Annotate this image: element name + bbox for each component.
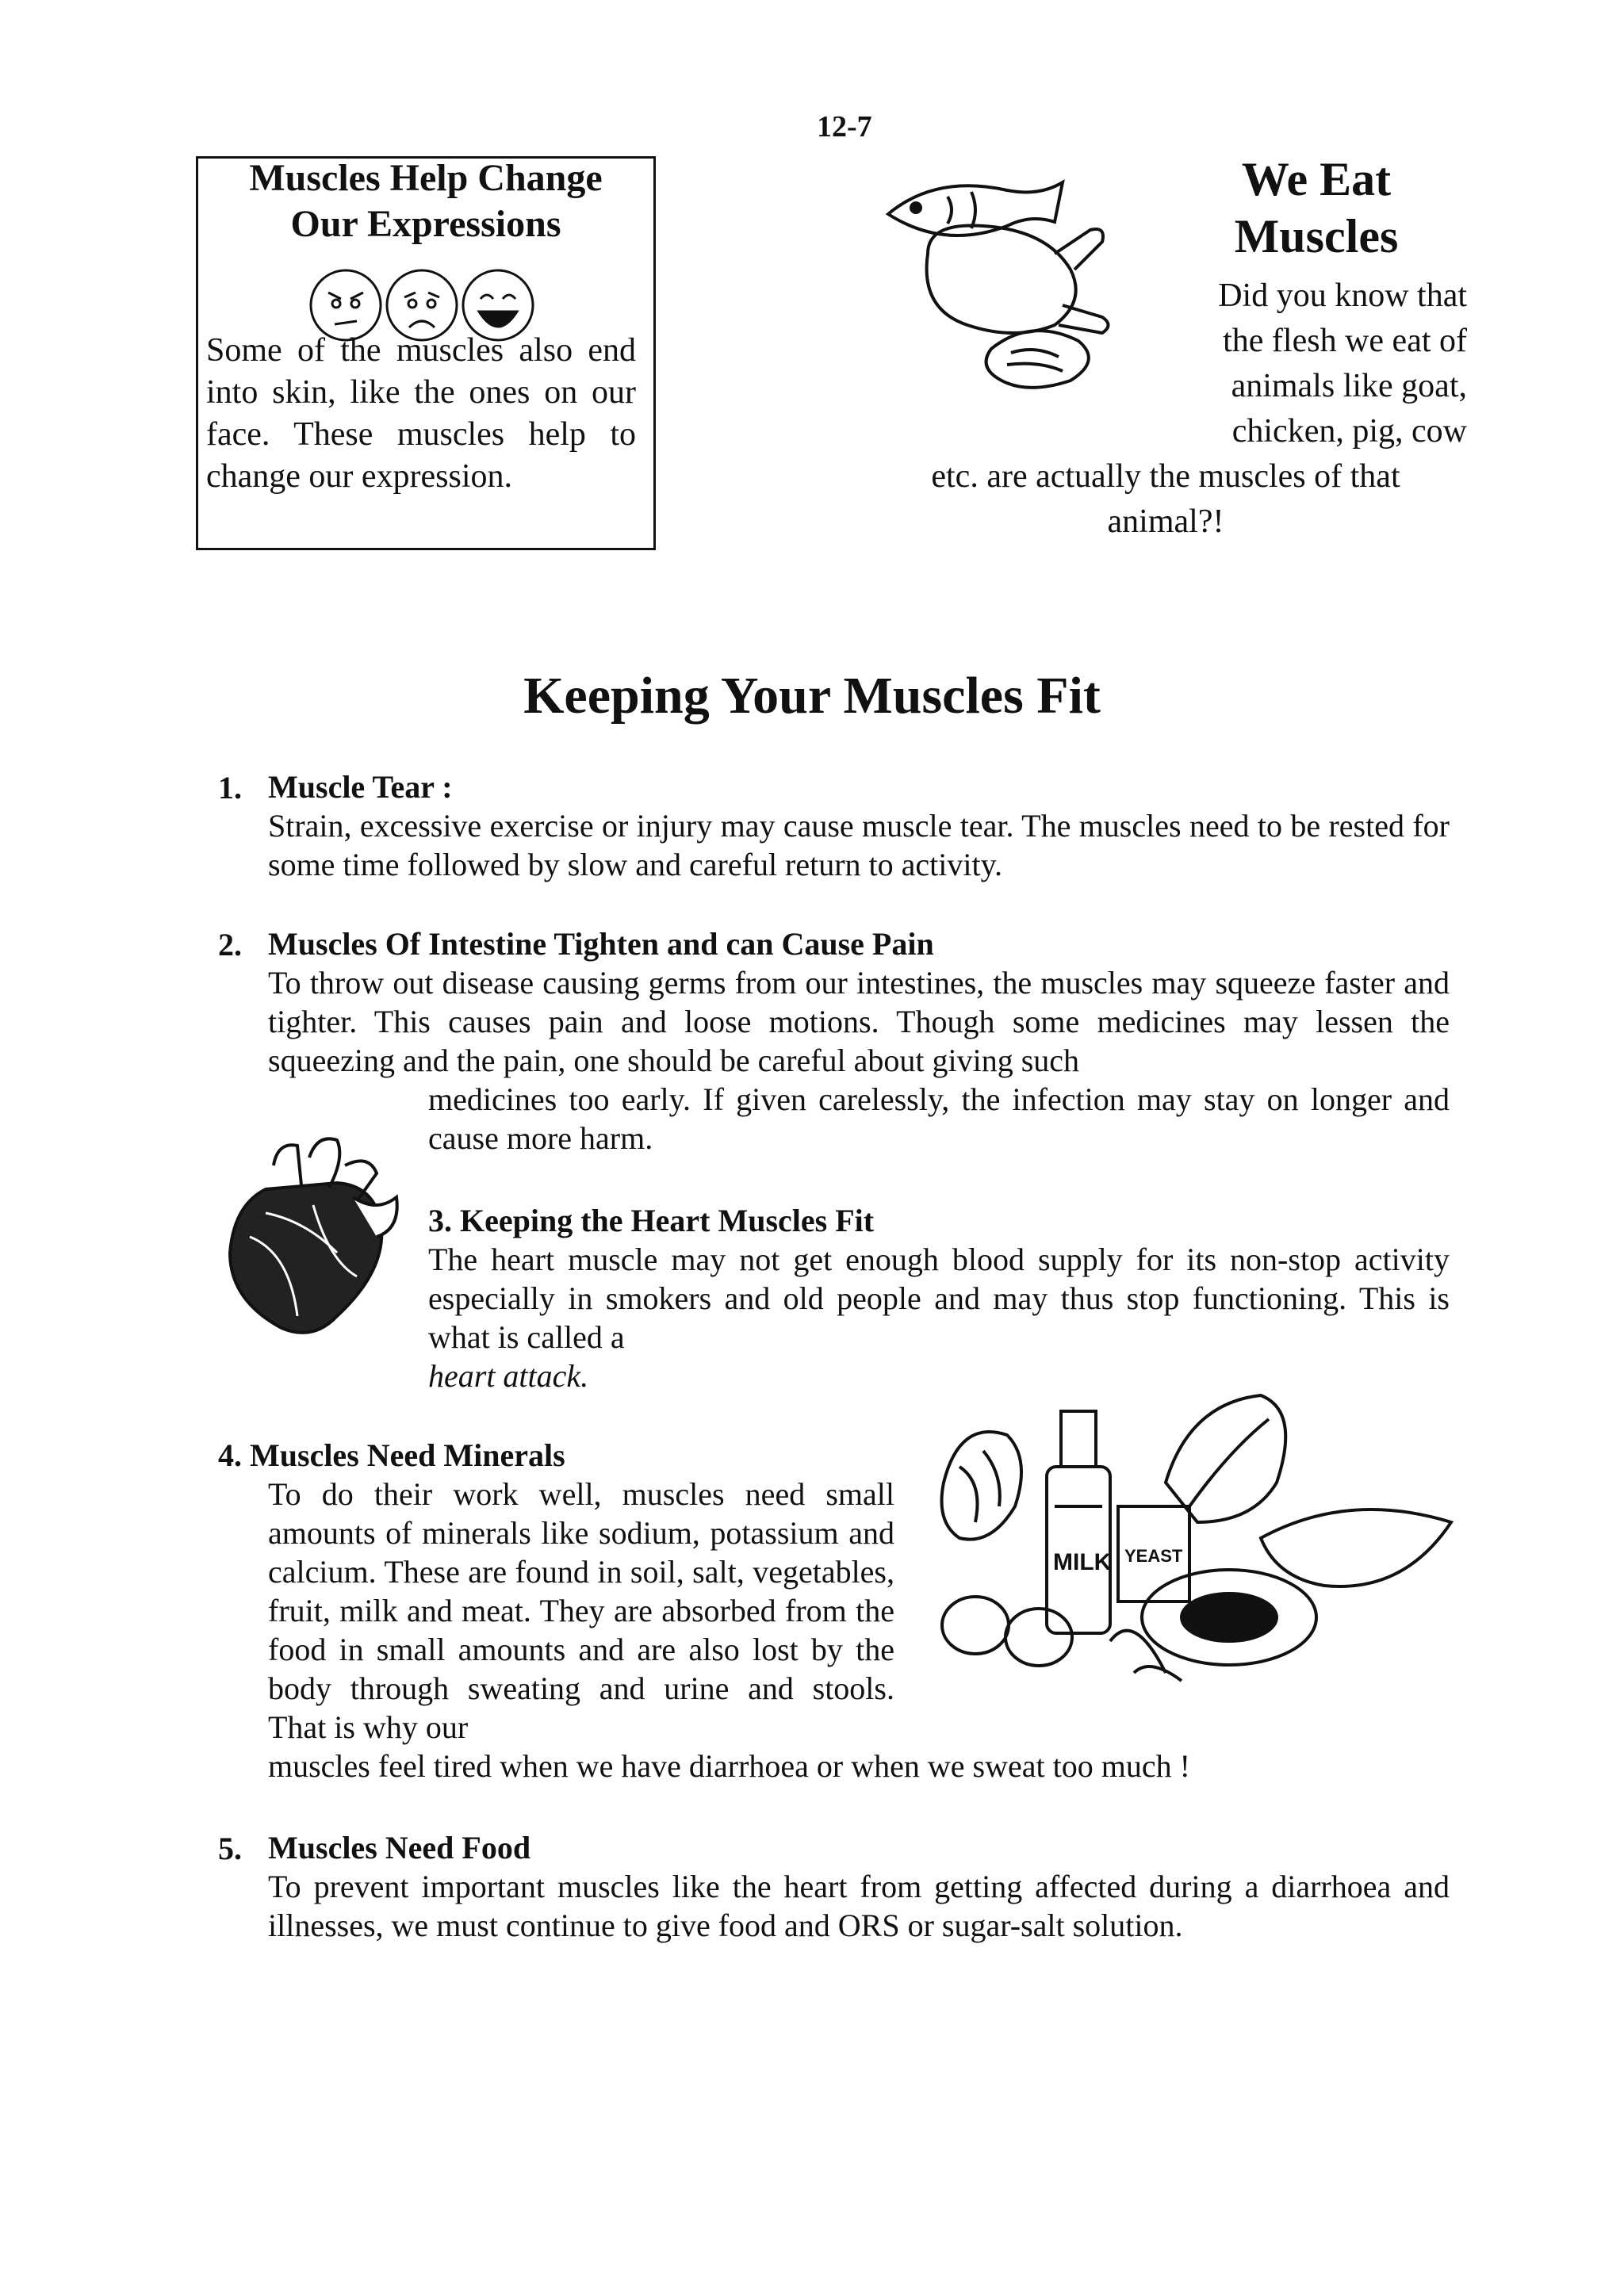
eggs-icon	[942, 1597, 1009, 1654]
item-text: To throw out disease causing germs from our intestines, the muscles may squeeze faster and tighter. This causes pain and loose motions. Though some medicines may lessen the squeezing and the pain, one should be careful about giving such	[268, 965, 1450, 1078]
eat-title-line1: We Eat	[1241, 153, 1392, 205]
eat-line: chicken, pig, cow	[1231, 413, 1467, 450]
item-food	[268, 1828, 1450, 1945]
item-number: 1.	[218, 770, 242, 806]
main-title: Keeping Your Muscles Fit	[523, 667, 1101, 725]
watermelon-icon	[1261, 1510, 1451, 1586]
expressions-title-line1: Muscles Help Change	[249, 157, 603, 199]
heart-illustration	[218, 1134, 400, 1340]
item-number: 2.	[218, 927, 242, 962]
item-intestine-continued: medicines too early. If given carelessly, the infection may stay on longer and cause more harm.	[428, 1081, 1450, 1156]
item-text: Strain, excessive exercise or injury may cause muscle tear. The muscles need to be rested for some time followed by slow and careful return to activity.	[268, 808, 1450, 882]
eat-muscles-title	[1166, 151, 1467, 265]
eat-line: animal?!	[1107, 503, 1224, 540]
eat-line: Did you know that	[1218, 277, 1467, 314]
item-minerals-continued: muscles feel tired when we have diarrhoea or when we sweat too much !	[268, 1748, 1190, 1784]
eat-line: animals like goat,	[1231, 368, 1467, 404]
item-minerals-text: To do their work well, muscles need small amounts of minerals like sodium, potassium and calcium. These are found in soil, salt, vegetables, fruit, milk and meat. They are absorbed from the food in small amounts and are also lost by the body through sweating and urine and stools. That is why our	[268, 1476, 894, 1745]
milk-label: MILK	[1053, 1549, 1112, 1575]
yeast-label: YEAST	[1124, 1546, 1183, 1566]
expressions-body: Some of the muscles also end into skin, like the ones on our face. These muscles help to change our expression.	[206, 332, 636, 495]
eat-line: the flesh we eat of	[1223, 323, 1467, 359]
item-intestine	[268, 924, 1450, 1080]
item-heading: Muscles Need Food	[268, 1830, 531, 1866]
item-text: To prevent important muscles like the heart from getting affected during a diarrhoea and illnesses, we must continue to give food and ORS or sugar-salt solution.	[268, 1869, 1450, 1943]
expressions-title-line2: Our Expressions	[290, 203, 561, 245]
minerals-food-illustration	[928, 1387, 1459, 1689]
eat-muscles-body	[864, 274, 1467, 545]
page-number: 12-7	[817, 110, 872, 144]
expressions-title	[198, 155, 653, 247]
item-number: 5.	[218, 1831, 242, 1866]
item-heart	[428, 1201, 1450, 1395]
item-heading: 3. Keeping the Heart Muscles Fit	[428, 1203, 875, 1238]
item-text: The heart muscle may not get enough blood supply for its non-stop activity especially in smokers and old people and may thus stop functioning. This is what is called a	[428, 1242, 1450, 1355]
item-heading: 4. Muscles Need Minerals	[218, 1437, 565, 1473]
eat-title-line2: Muscles	[1234, 210, 1399, 262]
item-heading: Muscle Tear :	[268, 769, 453, 805]
item-heading: Muscles Of Intestine Tighten and can Cause Pain	[268, 926, 934, 962]
eat-line: etc. are actually the muscles of that	[931, 458, 1400, 495]
expressions-box	[196, 156, 656, 550]
item-muscle-tear	[268, 767, 1450, 884]
item-emphasis: heart attack.	[428, 1358, 589, 1394]
item-minerals	[218, 1436, 1450, 1475]
